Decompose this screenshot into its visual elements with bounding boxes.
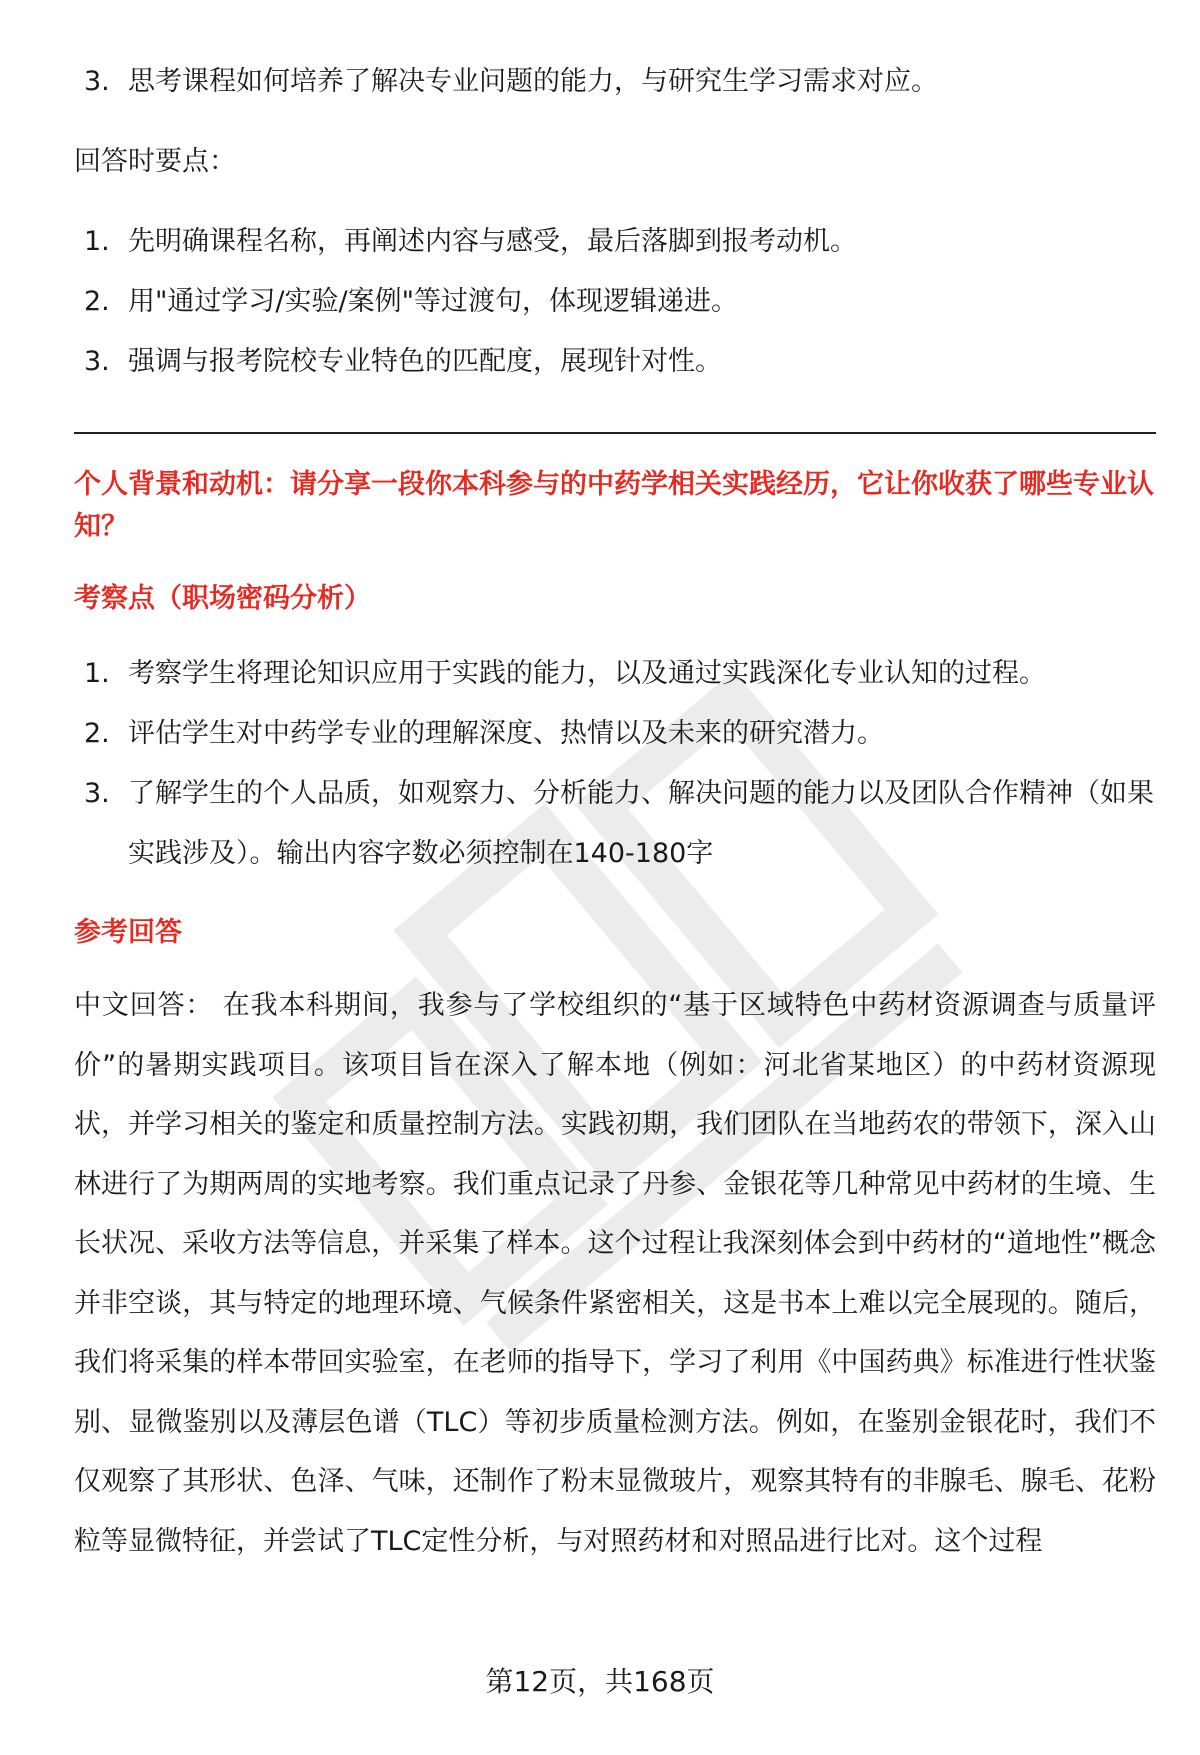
focus-heading: 考察点（职场密码分析） [74,583,371,614]
answer-text: 中文回答： 在我本科期间，我参与了学校组织的“基于区域特色中药材资源调查与质量评价”的暑期实践项目。该项目旨在深入了解本地（例如：河北省某地区）的中药材资源现状，并学习相关的鉴定和质量控制方法。实践初期，我们团队在当地药农的带领下，深入山林进行了为期两周的实地考察。我们重点记录了丹参、金银花等几种常见中药材的生境、生长状况、采收方法等信息，并采集了样本。这个过程让我深刻体会到中药材的“道地性”概念并非空谈，其与特定的地理环境、气候条件紧密相关，这是书本上难以完全展现的。随后，我们将采集的样本带回实验室，在老师的指导下，学习了利用《中国药典》标准进行性状鉴别、显微鉴别以及薄层色谱（TLC）等初步质量检测方法。例如，在鉴别金银花时，我们不仅观察了其形状、色泽、气味，还制作了粉末显微玻片，观察其特有的非腺毛、腺毛、花粉粒等显微特征，并尝试了TLC定性分析，与对照药材和对照品进行比对。这个过程 [74,990,1156,1557]
course-list [74,52,1156,112]
list-item: 2. 用"通过学习/实验/案例"等过渡句，体现逻辑递进。 [84,286,739,317]
answer-points-list [74,212,1156,392]
divider [74,432,1156,434]
page-number: 第12页，共168页 [485,1665,715,1698]
question-title: 个人背景和动机：请分享一段你本科参与的中药学相关实践经历，它让你收获了哪些专业认知？ [74,469,1154,542]
focus-list [74,644,1156,884]
list-item: 1. 先明确课程名称，再阐述内容与感受，最后落脚到报考动机。 [84,226,857,257]
list-item: 2. 评估学生对中药学专业的理解深度、热情以及未来的研究潜力。 [84,718,884,749]
list-item: 1. 考察学生将理论知识应用于实践的能力，以及通过实践深化专业认知的过程。 [84,658,1046,689]
list-item: 3. 了解学生的个人品质，如观察力、分析能力、解决问题的能力以及团队合作精神（如果实践涉及）。输出内容字数必须控制在140-180字 [84,778,1154,869]
page-content [74,0,1156,1571]
points-label: 回答时要点： [74,146,236,177]
list-item: 3. 强调与报考院校专业特色的匹配度，展现针对性。 [84,346,722,377]
list-item: 3. 思考课程如何培养了解决专业问题的能力，与研究生学习需求对应。 [84,66,938,97]
answer-heading: 参考回答 [74,917,182,948]
